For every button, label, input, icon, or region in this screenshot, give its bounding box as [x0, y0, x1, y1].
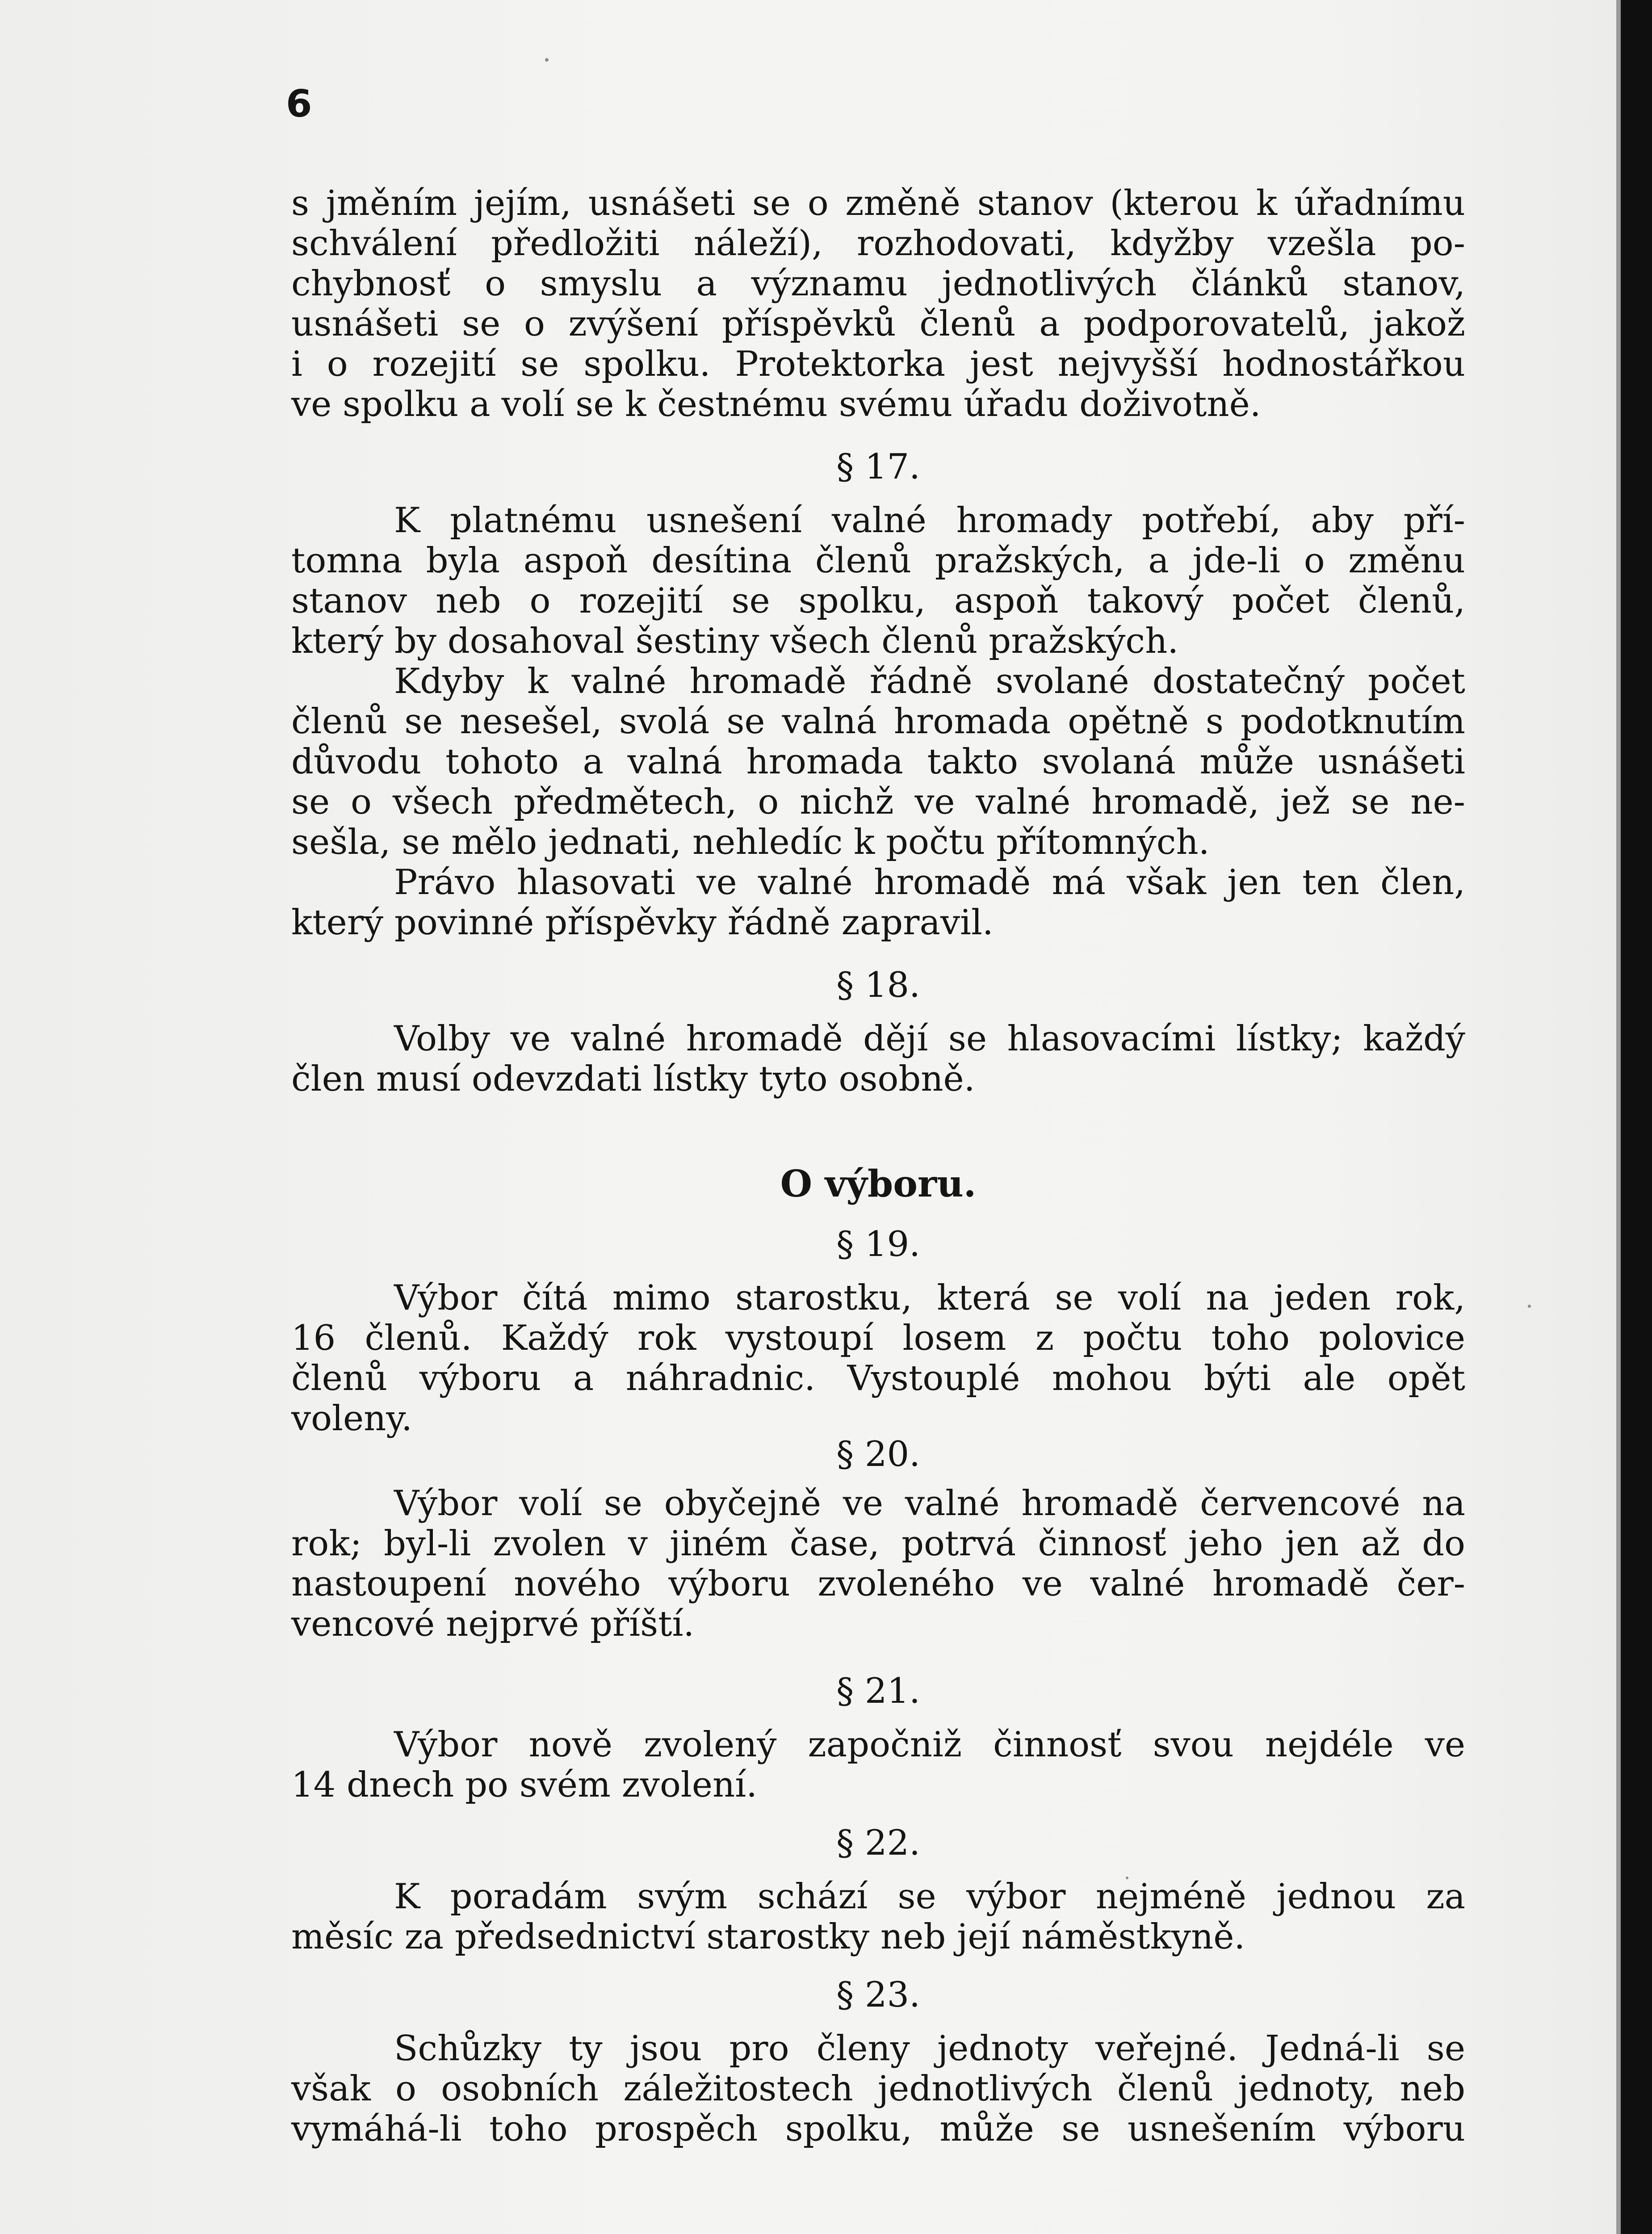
text-line: Kdyby k valné hromadě řádně svolané dostatečný počet — [394, 661, 1465, 701]
section-18-mark: § 18. — [836, 965, 920, 1005]
section-18-text — [291, 1019, 1465, 1099]
text-line: i o rozejití se spolku. Protektorka jest nejvyšší hodnostářkou — [291, 344, 1465, 384]
section-17-mark: § 17. — [836, 447, 920, 487]
text-line: ve spolku a volí se k čestnému svému úřadu doživotně. — [291, 384, 1261, 424]
section-22-mark: § 22. — [836, 1823, 920, 1863]
text-line: voleny. — [291, 1398, 412, 1439]
text-line: který povinné příspěvky řádně zapravil. — [291, 903, 994, 943]
page-edge-dark — [1621, 0, 1652, 2234]
text-line: K poradám svým schází se výbor nejméně jednou za — [394, 1877, 1465, 1917]
text-line: členů výboru a náhradnic. Vystouplé mohou býti ale opět — [291, 1358, 1465, 1398]
text-line: však o osobních záležitostech jednotlivých členů jednoty, neb — [291, 2069, 1465, 2109]
text-line: Výbor nově zvolený započniž činnosť svou nejdéle ve — [394, 1725, 1465, 1765]
text-line: Volby ve valné hromadě dějí se hlasovacími lístky; každý — [394, 1019, 1465, 1059]
section-21-mark: § 21. — [836, 1671, 920, 1711]
section-23-mark: § 23. — [836, 1975, 920, 2015]
text-line: sešla, se mělo jednati, nehledíc k počtu přítomných. — [291, 822, 1210, 862]
text-line: schválení předložiti náleží), rozhodovati, kdyžby vzešla po- — [291, 223, 1465, 264]
text-line: 16 členů. Každý rok vystoupí losem z počtu toho polovice — [291, 1318, 1465, 1358]
text-line: rok; byl-li zvolen v jiném čase, potrvá činnosť jeho jen až do — [291, 1524, 1465, 1564]
text-line: se o všech předmětech, o nichž ve valné hromadě, jež se ne- — [291, 782, 1465, 822]
section-21-text — [291, 1725, 1465, 1805]
chapter-heading: O výboru. — [780, 1163, 977, 1205]
text-line: Výbor čítá mimo starostku, která se volí na jeden rok, — [394, 1278, 1465, 1318]
section-19-mark: § 19. — [836, 1224, 920, 1264]
text-line: členů se nesešel, svolá se valná hromada opětně s podotknutím — [291, 701, 1465, 742]
intro-paragraph — [291, 183, 1465, 424]
page-number: 6 — [286, 82, 312, 126]
section-19-text — [291, 1278, 1465, 1439]
text-line: chybnosť o smyslu a významu jednotlivých článků stanov, — [291, 264, 1465, 304]
text-line: Výbor volí se obyčejně ve valné hromadě červencové na — [394, 1483, 1465, 1524]
text-line: důvodu tohoto a valná hromada takto svolaná může usnášeti — [291, 742, 1465, 782]
text-line: stanov neb o rozejití se spolku, aspoň takový počet členů, — [291, 581, 1465, 621]
section-23-text — [291, 2028, 1465, 2149]
page-edge-shadow — [1616, 0, 1621, 2234]
text-line: měsíc za předsednictví starostky neb její náměstkyně. — [291, 1917, 1245, 1957]
text-line: K platnému usnešení valné hromady potřebí, aby pří- — [394, 500, 1465, 541]
text-line: 14 dnech po svém zvolení. — [291, 1765, 757, 1805]
text-line: vencové nejprvé příští. — [291, 1604, 695, 1644]
paper-speck — [545, 58, 549, 62]
section-17-text — [291, 500, 1465, 943]
text-line: tomna byla aspoň desítina členů pražských, a jde-li o změnu — [291, 541, 1465, 581]
text-line: s jměním jejím, usnášeti se o změně stanov (kterou k úřadnímu — [291, 183, 1465, 223]
text-line: člen musí odevzdati lístky tyto osobně. — [291, 1059, 975, 1099]
text-line: Právo hlasovati ve valné hromadě má však jen ten člen, — [394, 862, 1465, 903]
section-20-text — [291, 1483, 1465, 1644]
paper-speck — [1528, 1305, 1531, 1308]
text-line: který by dosahoval šestiny všech členů pražských. — [291, 621, 1179, 661]
section-20-mark: § 20. — [836, 1434, 920, 1474]
text-line: nastoupení nového výboru zvoleného ve valné hromadě čer- — [291, 1564, 1465, 1604]
text-line: Schůzky ty jsou pro členy jednoty veřejné. Jedná-li se — [394, 2028, 1465, 2069]
text-line: vymáhá-li toho prospěch spolku, může se usnešením výboru — [291, 2109, 1465, 2149]
section-22-text — [291, 1877, 1465, 1957]
text-line: usnášeti se o zvýšení příspěvků členů a podporovatelů, jakož — [291, 304, 1465, 344]
